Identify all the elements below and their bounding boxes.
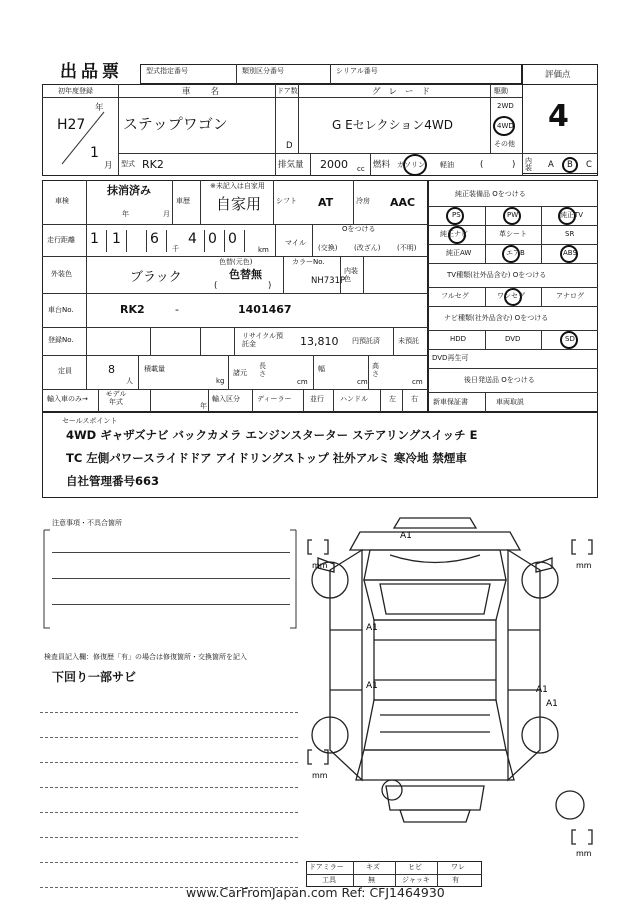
mileage-d1: 1 xyxy=(90,231,99,247)
month-label: 月 xyxy=(104,161,113,171)
year-label: 年 xyxy=(95,103,104,113)
recycle-unpaid: 未預託 xyxy=(398,337,419,345)
import-type-label: 輸入区分 xyxy=(212,395,240,403)
mile-label: マイル xyxy=(285,239,306,247)
details-grid xyxy=(42,180,428,412)
repaint-value: 色替無 xyxy=(229,268,262,281)
sales-line1: 4WD ギャザズナビ バックカメラ エンジンスターター ステアリングスイッチ E xyxy=(66,428,478,442)
displacement-unit: cc xyxy=(357,165,365,173)
interior-c: C xyxy=(586,160,592,170)
serial-label: シリアル番号 xyxy=(336,67,378,75)
mm-label-1: mm xyxy=(312,561,328,570)
capacity-value: 8 xyxy=(108,363,115,376)
sales-line2: TC 左側パワースライドドア アイドリングストップ 社外アルミ 寒冷地 禁煙車 xyxy=(66,451,467,465)
mileage-d4: 4 xyxy=(188,231,197,247)
dvd-label: DVD再生可 xyxy=(432,354,469,362)
legend-r1: 工具 xyxy=(322,876,336,884)
mileage-d5: 0 xyxy=(208,231,217,247)
eq-navi: 純正ナビ xyxy=(440,230,468,238)
fuel-paren: ( xyxy=(480,160,484,170)
reg-month-value: 1 xyxy=(90,145,99,161)
dealer-label: ディーラー xyxy=(257,395,292,403)
fuel-diesel: 軽油 xyxy=(440,161,454,169)
chassis-prefix: RK2 xyxy=(120,303,145,316)
after-manual: 車両取説 xyxy=(496,398,524,406)
dims-label: 諸元 xyxy=(233,369,247,377)
mark-a1-roof: A1 xyxy=(366,623,378,633)
usage-label: 車歴 xyxy=(176,197,190,205)
eq-sr: SR xyxy=(565,230,575,238)
inspection-month: 月 xyxy=(163,210,170,218)
eq-aw: 純正AW xyxy=(446,249,472,257)
first-reg-label: 初年度登録 xyxy=(58,87,93,95)
interior-b-circle xyxy=(562,157,578,173)
displacement-value: 2000 xyxy=(320,158,348,171)
color-no-label: カラーNo. xyxy=(292,258,325,266)
len-unit: cm xyxy=(297,378,308,386)
rating-value: 4 xyxy=(548,99,569,134)
legend-h3: ヒビ xyxy=(408,863,422,871)
mark-a1-side: A1 xyxy=(366,681,378,691)
after-title: 後日発送品 Oをつける xyxy=(464,376,535,384)
mark-a1-rightrear: A1 xyxy=(546,699,558,709)
tv-fullseg: フルセグ xyxy=(441,292,469,300)
shift-label: シフト xyxy=(276,197,297,205)
altered-label: (改ざん) xyxy=(354,244,381,252)
eq-tv-circle xyxy=(558,207,576,225)
displacement-label: 排気量 xyxy=(278,160,304,170)
interior-b: B xyxy=(567,160,573,170)
eq-ps-circle xyxy=(446,207,464,225)
rating-label: 評価点 xyxy=(545,70,571,80)
inspection-year: 年 xyxy=(122,210,129,218)
interior-label: 内装 xyxy=(525,157,532,172)
legend-r2: 無 xyxy=(368,876,375,884)
capacity-unit: 人 xyxy=(126,377,133,385)
legend-h4: ワレ xyxy=(451,863,465,871)
watermark: www.CarFromJapan.com Ref: CFJ1464930 xyxy=(186,885,445,900)
mileage-d2: 1 xyxy=(112,231,121,247)
legend-r4: 有 xyxy=(452,876,459,884)
mileage-unit: km xyxy=(258,246,269,254)
chassis-label: 車台No. xyxy=(48,306,74,314)
inspector-note: 下回り一部サビ xyxy=(52,670,137,684)
model-year-label: モデル年式 xyxy=(105,390,127,406)
doors-label: ドア数 xyxy=(277,87,298,95)
navi-dvd: DVD xyxy=(505,335,521,343)
mm-label-4: mm xyxy=(576,849,592,858)
hgt-label: 高さ xyxy=(372,362,379,378)
unknown-label: (不明) xyxy=(397,244,417,252)
int-color-label: 内装色 xyxy=(344,267,358,283)
fuel-paren-close: ) xyxy=(512,160,516,170)
exchange-label: (交換) xyxy=(318,244,338,252)
legend-h2: キズ xyxy=(366,863,380,871)
class-label: 類別区分番号 xyxy=(242,67,284,75)
caution-bracket xyxy=(38,524,302,636)
navi-hdd: HDD xyxy=(450,335,467,343)
tv-oneseg: ワンセグ xyxy=(497,292,525,300)
handle-label: ハンドル xyxy=(340,395,368,403)
sales-line3: 自社管理番号663 xyxy=(66,474,160,488)
sales-label: セールスポイント xyxy=(62,417,118,425)
load-label: 積載量 xyxy=(144,365,165,373)
model-label: 型式 xyxy=(121,160,135,168)
mark-a1-rear: A1 xyxy=(536,685,548,695)
reg-no-label: 登録No. xyxy=(48,336,74,344)
repaint-paren-close: ) xyxy=(268,281,272,291)
mileage-thousand: 千 xyxy=(172,245,179,253)
legend-r3: ジャッキ xyxy=(402,876,430,884)
reg-year-value: H27 xyxy=(57,117,86,133)
navi-sd-circle xyxy=(560,331,578,349)
repaint-label: 色替(元色) xyxy=(219,258,253,266)
capacity-label: 定員 xyxy=(58,367,72,375)
recycle-label: リサイクル預託金 xyxy=(242,332,284,349)
interior-a: A xyxy=(548,160,554,170)
legend-h1: ドアミラー xyxy=(309,863,344,871)
chassis-dash: - xyxy=(175,303,179,316)
eq-ps: PS xyxy=(452,211,461,219)
drive-2wd: 2WD xyxy=(497,102,514,110)
grade-label: グレード xyxy=(372,87,439,97)
usage-note: ※未記入は自家用 xyxy=(210,182,265,190)
inspection-label: 車検 xyxy=(55,197,69,205)
fuel-gas-circle xyxy=(403,154,427,176)
tv-oneseg-circle xyxy=(504,288,522,306)
fuel-gas: ガソリン xyxy=(397,161,425,169)
len-label: 長さ xyxy=(259,362,266,378)
mark-a1-front: A1 xyxy=(400,531,412,541)
import-label: 輸入車のみ→ xyxy=(47,395,88,403)
eq-pw: PW xyxy=(507,211,519,219)
eq-airbag-circle xyxy=(502,245,520,263)
grade-value: G Eセレクション4WD xyxy=(332,118,453,132)
mileage-label: 走行距離 xyxy=(47,236,75,244)
chassis-number: 1401467 xyxy=(238,303,292,316)
tv-title: TV種類(社外品含む) Oをつける xyxy=(447,271,547,279)
fuel-label: 燃料 xyxy=(373,160,391,170)
mileage-d6: 0 xyxy=(228,231,237,247)
mileage-d3: 6 xyxy=(150,231,159,247)
eq-pw-circle xyxy=(503,207,521,225)
sheet-title: 出品票 xyxy=(60,62,123,82)
caution-label: 注意事項・不具合箇所 xyxy=(52,519,122,527)
car-name-label: 車名 xyxy=(182,87,240,97)
navi-title: ナビ種類(社外品含む) Oをつける xyxy=(444,314,549,322)
eq-abs-circle xyxy=(560,245,578,263)
right-label: 右 xyxy=(411,395,418,403)
navi-sd: SD xyxy=(565,335,575,343)
genuine-title: 純正装備品 Oをつける xyxy=(455,190,526,198)
tv-analog: アナログ xyxy=(556,292,584,300)
after-warranty: 新車保証書 xyxy=(433,398,468,406)
inspector-label: 検査員記入欄：修復歴「有」の場合は修復箇所・交換箇所を記入 xyxy=(44,653,247,661)
mark-label: Oをつける xyxy=(342,225,376,233)
model-year-unit: 年 xyxy=(200,402,207,410)
eq-leather: 革シート xyxy=(499,230,527,238)
inspection-value: 抹消済み xyxy=(107,184,151,197)
eq-tv: 純正TV xyxy=(560,211,584,219)
recycle-value: 13,810 xyxy=(300,335,339,348)
date-slash xyxy=(58,108,108,168)
eq-abs: ABS xyxy=(563,249,577,257)
model-value: RK2 xyxy=(142,158,164,171)
parallel-label: 並行 xyxy=(310,395,324,403)
hgt-unit: cm xyxy=(412,378,423,386)
color-no-value: NH731P xyxy=(311,276,346,286)
ac-label: 冷房 xyxy=(356,197,370,205)
shift-value: AT xyxy=(318,196,334,209)
drive-4wd-circle xyxy=(493,116,515,136)
wid-label: 幅 xyxy=(318,365,325,373)
color-value: ブラック xyxy=(130,270,182,285)
model-cert-label: 型式指定番号 xyxy=(146,67,188,75)
drive-4wd: 4WD xyxy=(497,122,514,130)
mm-label-3: mm xyxy=(312,771,328,780)
drive-other: その他 xyxy=(494,140,515,148)
doors-value: D xyxy=(286,141,293,151)
recycle-paid: 円預託済 xyxy=(352,337,380,345)
color-label: 外装色 xyxy=(51,270,72,278)
eq-airbag: エアB xyxy=(506,249,525,257)
load-unit: kg xyxy=(216,377,225,385)
header-code-box xyxy=(140,64,522,84)
drive-label: 駆動 xyxy=(494,87,508,95)
ac-value: AAC xyxy=(390,196,416,209)
car-name-value: ステップワゴン xyxy=(123,115,228,133)
left-label: 左 xyxy=(389,395,396,403)
usage-value: 自家用 xyxy=(216,195,262,213)
wid-unit: cm xyxy=(357,378,368,386)
car-diagram xyxy=(300,510,610,860)
mm-label-2: mm xyxy=(576,561,592,570)
eq-navi-circle xyxy=(448,226,466,244)
repaint-paren: ( xyxy=(214,281,218,291)
